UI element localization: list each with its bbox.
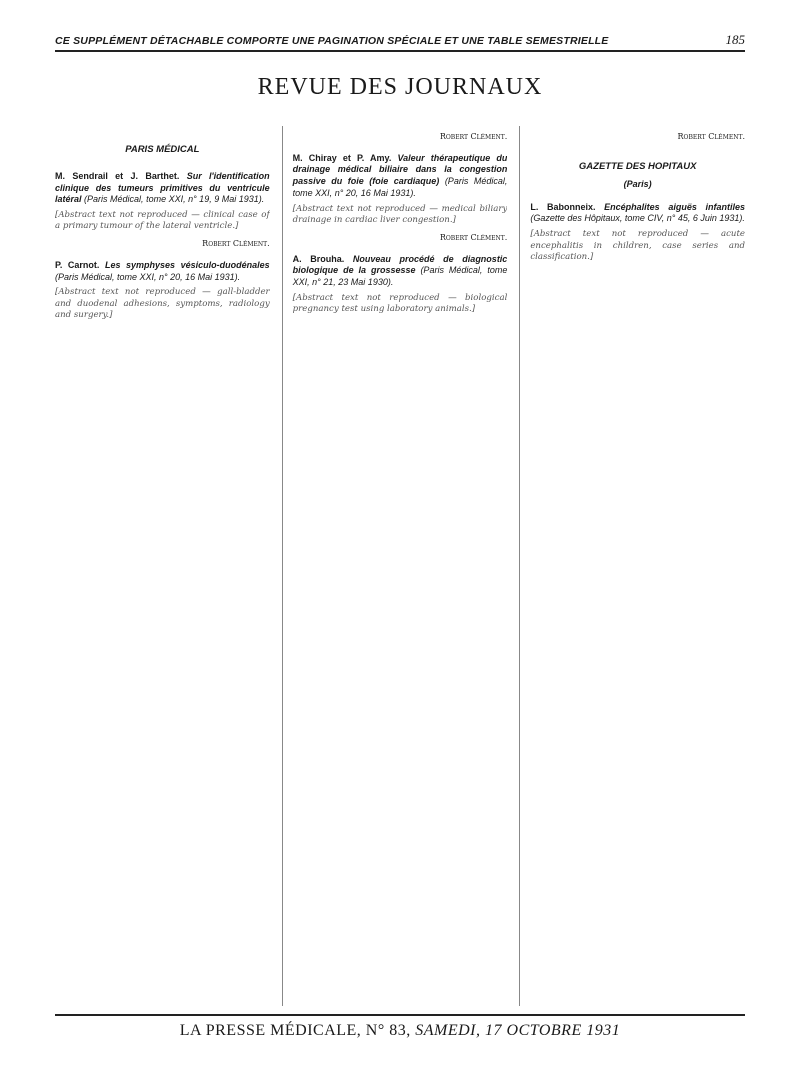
page-title: REVUE DES JOURNAUX — [257, 74, 543, 100]
top-banner — [55, 28, 745, 52]
page-number: 185 — [725, 32, 745, 47]
article-summary: [Abstract text not reproduced — gall-bladder and duodenal adhesions, symptoms, radiology and surgery.] — [55, 287, 270, 321]
footer-journal: LA PRESSE MÉDICALE, N° 83, — [179, 1022, 411, 1039]
article-title: Nouveau procédé de diagnostic biologique de la grossesse — [292, 253, 508, 276]
article-header — [55, 260, 270, 283]
footer-banner — [55, 1014, 745, 1040]
article-reference: (Paris Médical, tome XXI, n° 20, 16 Mai 1931). — [55, 271, 241, 282]
article-signature: Robert Clément. — [439, 232, 508, 242]
article-author: A. Brouha. — [292, 253, 345, 264]
section-subheading-city: (Paris) — [623, 178, 652, 189]
article-title: Sur l'identification clinique des tumeurs primitives du ventricule latéral — [55, 170, 270, 205]
column-2 — [282, 126, 508, 1006]
article-signature: Robert Clément. — [439, 132, 508, 141]
article-columns — [55, 126, 745, 1006]
article-reference: (Gazette des Hôpitaux, tome CIV, n° 45, 6 Juin 1931). — [530, 213, 745, 224]
article-summary: [Abstract text not reproduced — clinical case of a primary tumour of the lateral ventricle.] — [55, 209, 270, 232]
article-header — [293, 254, 508, 289]
column-3 — [519, 126, 745, 1006]
supplement-notice: CE SUPPLÉMENT DÉTACHABLE COMPORTE UNE PAGINATION SPÉCIALE ET UNE TABLE SEMESTRIELLE — [55, 35, 609, 47]
article-reference: (Paris Médical, tome XXI, n° 21, 23 Mai 1930). — [292, 265, 508, 287]
section-heading-paris-medical: PARIS MÉDICAL — [125, 144, 200, 155]
article-author: P. Carnot. — [55, 259, 100, 270]
article-title: Encéphalites aiguës infantiles — [604, 201, 745, 212]
article-signature: Robert Clément. — [677, 132, 746, 141]
article-title: Les symphyses vésiculo-duodénales — [104, 259, 270, 270]
article-header — [55, 171, 270, 206]
article-title: Valeur thérapeutique du drainage médical biliaire dans la congestion passive du foie (foie cardiaque) — [292, 152, 508, 187]
footer-date: SAMEDI, 17 OCTOBRE 1931 — [415, 1022, 621, 1039]
article-header — [293, 153, 508, 200]
article-summary: [Abstract text not reproduced — biological pregnancy test using laboratory animals.] — [292, 292, 508, 315]
article-signature: Robert Clément. — [202, 239, 270, 249]
article-reference: (Paris Médical, tome XXI, n° 19, 9 Mai 1931). — [84, 194, 265, 205]
article-reference: (Paris Médical, tome XXI, n° 20, 16 Mai 1931). — [292, 176, 508, 198]
article-summary: [Abstract text not reproduced — medical biliary drainage in cardiac liver congestion.] — [292, 203, 508, 226]
article-summary: [Abstract text not reproduced — acute encephalitis in children, case series and classification.] — [530, 229, 746, 263]
article-header — [530, 202, 745, 225]
article-author: M. Chiray et P. Amy. — [292, 152, 392, 163]
section-heading-gazette: GAZETTE DES HOPITAUX — [578, 160, 697, 172]
article-author: L. Babonneix. — [530, 201, 596, 212]
column-1 — [55, 126, 270, 1006]
article-author: M. Sendrail et J. Barthet. — [55, 170, 180, 181]
